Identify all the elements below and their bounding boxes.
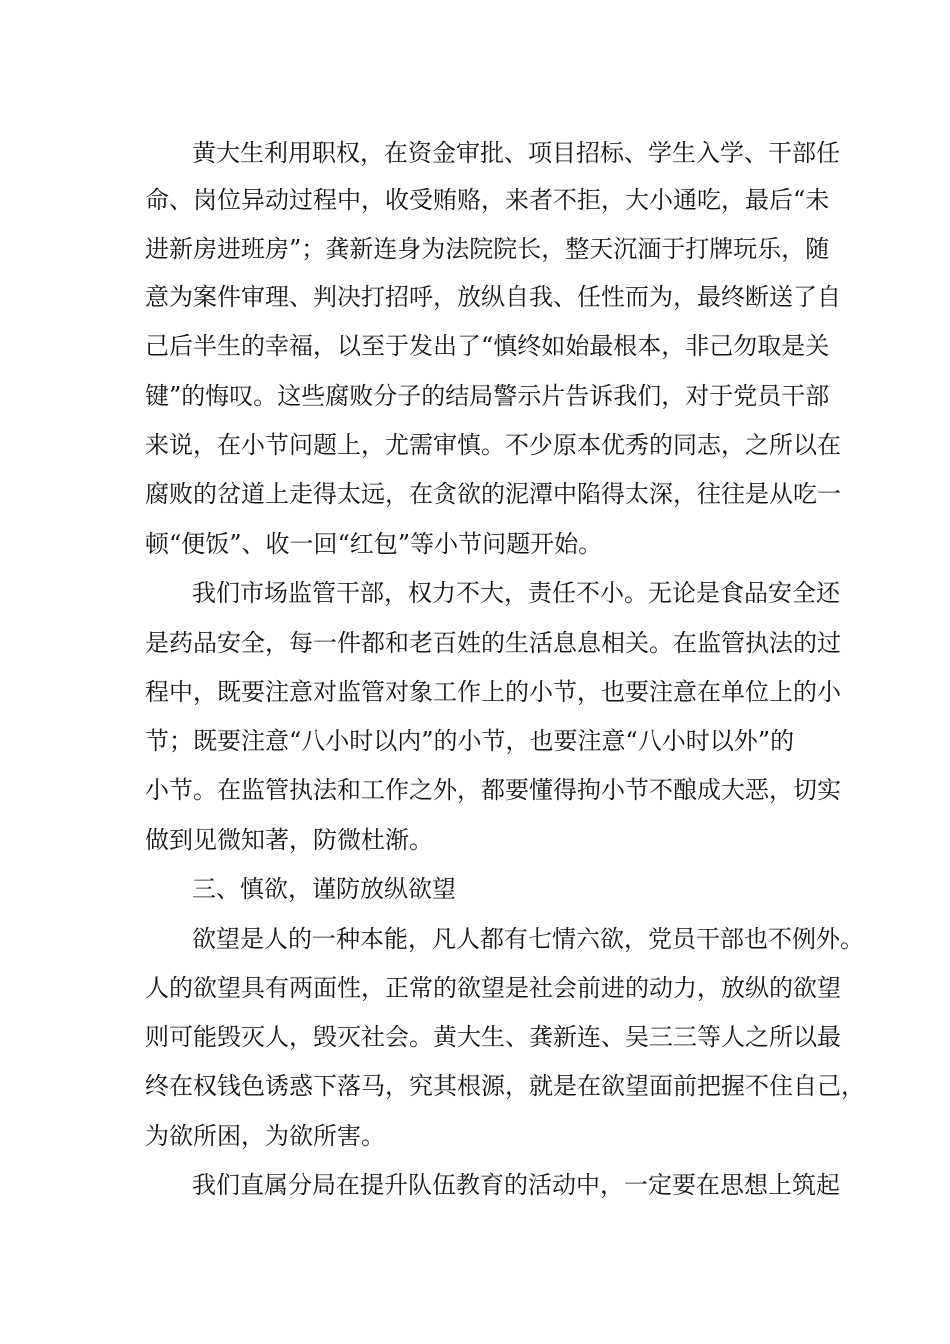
paragraph-2-line-1: 我们市场监管干部，权力不大，责任不小。无论是食品安全还: [192, 579, 840, 607]
paragraph-3-line-3: 则可能毁灭人，毁灭社会。黄大生、龚新连、吴三三等人之所以最: [145, 1023, 841, 1051]
paragraph-1-line-3: 进新房进班房”；龚新连身为法院院长，整天沉湎于打牌玩乐，随: [145, 235, 830, 263]
paragraph-1-line-6: 键”的悔叹。这些腐败分子的结局警示片告诉我们，对于党员干部: [145, 382, 830, 410]
paragraph-2-line-4: 节；既要注意“八小时以内”的小节，也要注意“八小时以外”的: [145, 727, 795, 755]
paragraph-1-line-5: 己后半生的幸福，以至于发出了“慎终如始最根本，非己勿取是关: [145, 332, 830, 360]
paragraph-3-line-2: 人的欲望具有两面性，正常的欲望是社会前进的动力，放纵的欲望: [145, 974, 841, 1002]
paragraph-2-line-3: 程中，既要注意对监管对象工作上的小节，也要注意在单位上的小: [145, 678, 841, 706]
paragraph-2-line-6: 做到见微知著，防微杜渐。: [145, 826, 433, 854]
paragraph-2-line-2: 是药品安全，每一件都和老百姓的生活息息相关。在监管执法的过: [145, 629, 841, 657]
paragraph-1-line-9: 顿“便饭”、收一回“红包”等小节问题开始。: [145, 530, 603, 558]
paragraph-3-line-5: 为欲所困，为欲所害。: [145, 1122, 385, 1150]
paragraph-3-line-1: 欲望是人的一种本能，凡人都有七情六欲，党员干部也不例外。: [192, 925, 864, 953]
paragraph-1-line-8: 腐败的岔道上走得太远，在贪欲的泥潭中陷得太深，往往是从吃一: [145, 480, 841, 508]
paragraph-4-line-1: 我们直属分局在提升队伍教育的活动中，一定要在思想上筑起: [192, 1171, 840, 1199]
paragraph-1-line-7: 来说，在小节问题上，尤需审慎。不少原本优秀的同志，之所以在: [145, 431, 841, 459]
paragraph-3-line-4: 终在权钱色诱惑下落马，究其根源，就是在欲望面前把握不住自己，: [145, 1072, 865, 1100]
paragraph-1-line-4: 意为案件审理、判决打招呼，放纵自我、任性而为，最终断送了自: [145, 283, 841, 311]
paragraph-1-line-2: 命、岗位异动过程中，收受贿赂，来者不拒，大小通吃，最后“未: [145, 186, 830, 214]
paragraph-2-line-5: 小节。在监管执法和工作之外，都要懂得拘小节不酿成大恶，切实: [145, 776, 841, 804]
section-heading: 三、慎欲，谨防放纵欲望: [192, 875, 456, 903]
paragraph-1-line-1: 黄大生利用职权，在资金审批、项目招标、学生入学、干部任: [192, 139, 840, 167]
